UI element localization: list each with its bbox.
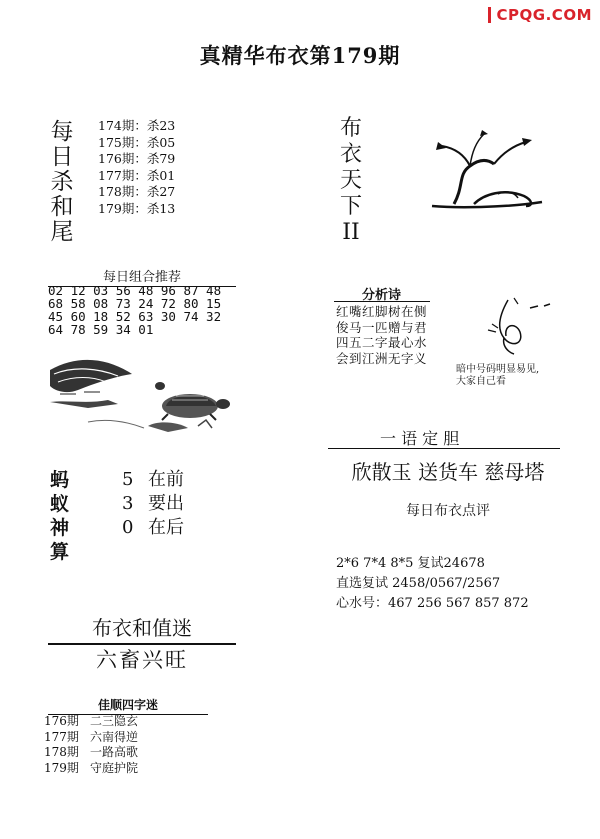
poem-line: 四五二字最心水: [336, 335, 428, 350]
kill-tail-row: 178期：杀27: [98, 184, 176, 199]
combo-row: 68 58 08 73 24 72 80 15: [48, 296, 222, 311]
ant-calc-text: 在后: [148, 517, 184, 538]
four-char-text: 一路高歌: [90, 745, 139, 759]
kill-tail-row: 176期：杀79: [98, 151, 176, 166]
vertical-char: 每: [50, 119, 74, 145]
four-char-text: 六南得逆: [90, 729, 139, 744]
logo-text: CPQG.COM: [496, 6, 592, 24]
combo-row: 64 78 59 34 01: [48, 322, 154, 337]
yiyu-divider: [328, 448, 560, 449]
buyi-tianxia-vertical-label: [336, 116, 366, 246]
site-logo: [488, 4, 592, 26]
daily-review-heading: 每日布衣点评: [406, 503, 490, 519]
kill-tail-vertical-label: [48, 120, 76, 245]
four-char-row: [44, 745, 138, 761]
four-char-heading: 佳顺四字迷: [48, 696, 208, 715]
kill-tail-row: 175期：杀05: [98, 134, 176, 150]
kill-tail-row: 174期：杀23: [98, 118, 176, 133]
ant-calc-row: [122, 516, 184, 540]
ant-calc-vertical-label: [50, 468, 74, 564]
vertical-char: 布: [339, 116, 362, 141]
poem-line: 俊马一匹赠与君: [336, 319, 428, 335]
note-line: 大家自己看: [456, 376, 506, 387]
vertical-char: 尾: [50, 219, 74, 245]
vertical-char: 杀: [50, 169, 74, 195]
vertical-char: 下: [339, 194, 362, 219]
vertical-char: 蚁: [50, 493, 70, 515]
toad-turtle-illustration: [48, 342, 243, 442]
analysis-poem: [336, 304, 427, 366]
analysis-note: [456, 364, 539, 388]
review-line: 直选复试 2458/0567/2567: [336, 576, 501, 591]
ant-calc-text: 要出: [148, 493, 184, 514]
ant-calc-row: [122, 468, 184, 492]
four-char-period: 177期: [44, 729, 79, 744]
four-char-row: [44, 761, 138, 777]
analysis-heading: 分析诗: [362, 288, 402, 303]
four-char-list: [44, 714, 138, 776]
logo-bar: [488, 7, 491, 23]
kill-tail-list: [98, 118, 175, 217]
vertical-char: 和: [50, 194, 74, 220]
vertical-char: 衣: [339, 142, 362, 167]
buyi-heyi-heading: 布衣和值迷: [48, 612, 236, 645]
vertical-char: 日: [50, 144, 74, 170]
poem-line: 红嘴红脚树在侧: [336, 304, 428, 319]
page-title: 真精华布衣第179期: [199, 43, 401, 68]
ant-calc-text: 在前: [148, 469, 184, 490]
four-char-period: 176期: [44, 714, 79, 728]
kill-tail-row: 177期：杀01: [98, 167, 176, 183]
vertical-char: II: [342, 220, 360, 245]
ribbon-sketch: [474, 294, 554, 356]
yiyu-heading: 一 语 定 胆: [380, 429, 460, 448]
kill-tail-row: 179期：杀13: [98, 200, 176, 216]
vertical-char: 蚂: [50, 469, 70, 491]
combo-row: 45 60 18 52 63 30 74 32: [48, 309, 222, 324]
combo-number-grid: [48, 284, 221, 336]
four-char-row: [44, 730, 138, 746]
daily-review-lines: [336, 554, 529, 614]
vertical-char: 算: [50, 541, 70, 563]
analysis-divider: [334, 301, 430, 302]
ant-calc-number: 3: [122, 493, 134, 514]
four-char-text: 二三隐玄: [90, 714, 139, 728]
review-line: 2*6 7*4 8*5 复试24678: [336, 556, 485, 571]
buyi-heyi-answer: 六畜兴旺: [96, 648, 188, 672]
four-char-text: 守庭护院: [90, 760, 139, 775]
vertical-char: 神: [50, 517, 70, 539]
poem-line: 会到江洲无字义: [336, 350, 428, 366]
yiyu-answer: 欣散玉 送货车 慈母塔: [351, 460, 545, 484]
combo-row: 02 12 03 56 48 96 87 48: [48, 283, 222, 298]
four-char-period: 179期: [44, 760, 79, 775]
four-char-period: 178期: [44, 745, 79, 759]
vertical-char: 天: [339, 168, 362, 193]
ant-calc-lines: [122, 468, 184, 540]
four-char-row: [44, 714, 138, 730]
ant-calc-number: 5: [122, 469, 134, 490]
ant-calc-number: 0: [122, 517, 134, 538]
review-line: 心水号：467 256 567 857 872: [336, 596, 529, 611]
ant-calc-row: [122, 492, 184, 516]
note-line: 暗中号码明显易见,: [456, 364, 540, 375]
plant-sketch: [414, 124, 554, 212]
combo-heading: 每日组合推荐: [48, 266, 236, 287]
